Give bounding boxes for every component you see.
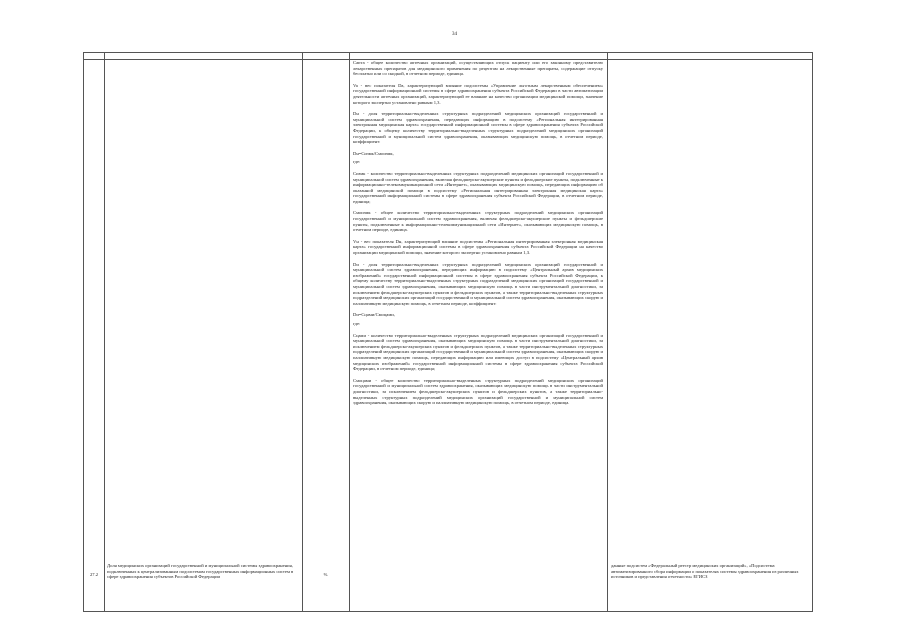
- methodology-paragraph: Сапта - общее количество аптечных организаций, осуществляющих отпуск пациенту или его законному представителю лекарственных препаратов для медицинского применения по рецептам на лекарственные препараты, содержащие отпуску бесплатно или со скидкой, в отчетном периоде, единица.: [353, 60, 603, 77]
- methodology-paragraph: Сизмк - количество территориально-выделенных структурных подразделений медицинских организаций государственной и муниципальной систем здравоохранения, включая фельдшерско-акушерские пункты и фельдшерские пункты, подключенные к информационно-телекоммуникационной сети «Интернет», оказывающих медицинскую помощь, передающих информацию об оказанной медицинской помощи в подсистему «Региональная интегрированная электронная медицинская карта» государственной информационной системы в сфере здравоохранения субъекта Российской Федерации, в отчетном периоде, единица;: [353, 170, 603, 204]
- where-label: где:: [353, 159, 361, 165]
- methodology-paragraph: Dи - доля территориально-выделенных структурных подразделений медицинских организаций государственной и муниципальной систем здравоохранения, передающих информацию в подсистему «Центральный архив медицинских изображений» государственной информационной системы в сфере здравоохранения субъекта Российской Федерации, к общему количеству территориально-выделенных структурных подразделений медицинских организаций государственной и муниципальной систем здравоохранения, оказывающих медицинскую помощь в части инструментальной диагностики, за исключением фельдшерско-акушерских пунктов и фельдшерских пунктов, а также территориально-выделенных структурных подразделений медицинских организаций государственной и муниципальной систем здравоохранения, оказывающих скорую и паллиативную медицинскую помощь, в отчетном периоде, коэффициент:: [353, 261, 603, 306]
- methodology-paragraph: Vн - вес показателя Dн, характеризующий влияние подсистемы «Региональная интегрированная электронная медицинская карта» государственной информационной системы в сфере здравоохранения субъекта Российской Федерации на качество организации медицинской помощи, значение которого экспертно установлено равным 1,3.: [353, 238, 603, 256]
- methodology-paragraph: Смоизмк - общее количество территориально-выделенных структурных подразделений медицинских организаций государственной и муниципальной систем здравоохранения, включая фельдшерско-акушерские пункты и фельдшерские пункты, подключенные к информационно-телекоммуникационной сети «Интернет», оказывающих медицинскую помощь, в отчетном периоде, единица.: [353, 210, 603, 233]
- methodology-paragraph: Dн - доля территориально-выделенных структурных подразделений медицинских организаций государственной и муниципальной систем здравоохранения, передающих информацию в подсистему «Региональная интегрированная электронная медицинская карта» государственной информационной системы в сфере здравоохранения субъекта Российской Федерации, к общему количеству территориально-выделенных структурных подразделений медицинских организаций государственной и муниципальной систем здравоохранения, оказывающих медицинскую помощь, в отчетном периоде, коэффициент:: [353, 111, 603, 145]
- indicator-table: [83, 52, 813, 612]
- column-divider: [302, 53, 303, 611]
- column-divider: [349, 53, 350, 611]
- indicator-name: Доля медицинских организаций государственной и муниципальной системы здравоохранения, подключенных к централизованным подсистемам государственных информационных систем в сфере здравоохранения субъектов Российской Федерации: [107, 563, 294, 580]
- column-divider: [607, 53, 608, 611]
- column-divider: [104, 53, 105, 611]
- methodology-text: [353, 60, 603, 412]
- methodology-paragraph: Смоцами - общее количество территориально-выделенных структурных подразделений медицинских организаций государственной и муниципальной систем здравоохранения, оказывающих медицинскую помощь в части инструментальной диагностики, за исключением фельдшерско-акушерских пунктов и фельдшерских пунктов, а также территориально-выделенных структурных подразделений медицинских организаций государственной и муниципальной систем здравоохранения, оказывающих скорую и паллиативную медицинскую помощь, в отчетном периоде, единица.: [353, 377, 603, 406]
- methodology-paragraph: Сцами - количество территориально-выделенных структурных подразделений медицинских организаций государственной и муниципальной систем здравоохранения, оказывающих медицинскую помощь в части инструментальной диагностики, за исключением фельдшерско-акушерских пунктов и фельдшерских пунктов, а также территориально-выделенных структурных подразделений медицинских организаций государственной и муниципальной систем здравоохранения, оказывающих скорую и паллиативную медицинскую помощь, передающих информацию или имеющих доступ в подсистему «Центральный архив медицинских изображений» государственной информационной системы в сфере здравоохранения субъекта Российской Федерации, в отчетном периоде, единица;: [353, 332, 603, 372]
- unit-of-measure: %: [323, 572, 328, 577]
- formula: Dи=Сцами/Смоцами,: [353, 312, 395, 318]
- row-number: 27.2: [89, 572, 99, 577]
- formula: Dн=Сизмк/Смоизмк,: [353, 150, 394, 156]
- methodology-paragraph: Va - вес показателя Da, характеризующий влияние подсистемы «Управление льготным лекарственным обеспечением» государственной информационной системы в сфере здравоохранения субъекта Российской Федерации в части автоматизации деятельности аптечных организаций, характеризующий ее влияние на качество организации медицинской помощи, значение которого экспертно установлено равным 1,3.: [353, 82, 603, 105]
- data-source: данные подсистем «Федеральный реестр медицинских организаций», «Подсистема автоматизированного сбора информации о показателях системы здравоохранения из различных источников и представления отчетности» ЕГИСЗ: [611, 563, 799, 580]
- page-number: 34: [452, 32, 457, 37]
- where-label: где:: [353, 320, 361, 326]
